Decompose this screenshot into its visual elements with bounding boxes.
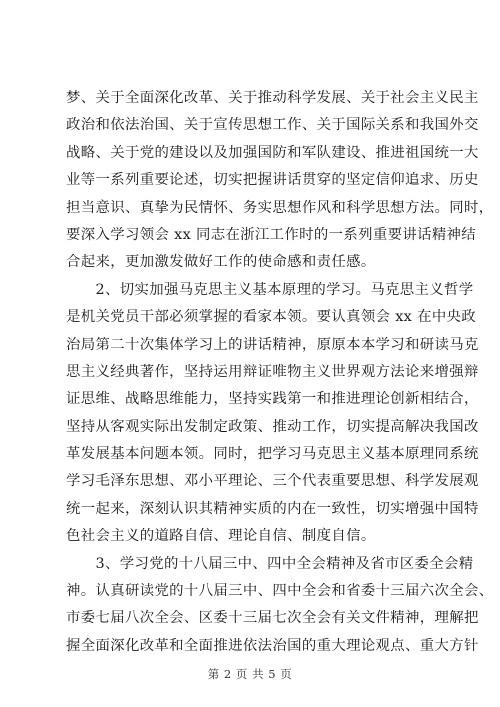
text-line: 握全面深化改革和全面推进依法治国的重大理论观点、重大方针 bbox=[66, 637, 479, 654]
text-line: 色社会主义的道路自信、理论自信、制度自信。 bbox=[66, 528, 376, 545]
page-number-footer: 第 2 页 共 5 页 bbox=[207, 667, 293, 681]
text-line: 要深入学习领会 xx 同志在浙江工作时的一系列重要讲话精神结 bbox=[66, 226, 477, 243]
text-line: 学习毛泽东思想、邓小平理论、三个代表重要思想、科学发展观 bbox=[66, 473, 479, 490]
text-line: 治局第二十次集体学习上的讲话精神，原原本本学习和研读马克 bbox=[66, 336, 479, 353]
text-line: 革发展基本问题本领。同时，把学习马克思主义基本原理同系统 bbox=[66, 446, 479, 463]
text-line: 统一起来，深刻认识其精神实质的内在一致性，切实增强中国特 bbox=[66, 500, 479, 517]
paragraph-start-line: 3、学习党的十八届三中、四中全会精神及省市区委全会精 bbox=[66, 555, 474, 572]
text-line: 是机关党员干部必须掌握的看家本领。要认真领会 xx 在中央政 bbox=[66, 309, 477, 326]
text-line: 坚持从客观实际出发制定政策、推动工作，切实提高解决我国改 bbox=[66, 418, 479, 435]
text-line: 政治和依法治国、关于宣传思想工作、关于国际关系和我国外交 bbox=[66, 117, 479, 134]
text-line: 担当意识、真挚为民情怀、务实思想作风和科学思想方法。同时， bbox=[66, 199, 494, 216]
text-line: 梦、关于全面深化改革、关于推动科学发展、关于社会主义民主 bbox=[66, 90, 479, 106]
text-line: 市委七届八次全会、区委十三届七次全会有关文件精神，理解把 bbox=[66, 610, 479, 627]
text-line: 战略、关于党的建设以及加强国防和军队建设、推进祖国统一大 bbox=[66, 144, 479, 161]
text-line: 证思维、战略思维能力，坚持实践第一和推进理论创新相结合， bbox=[66, 391, 479, 408]
text-line: 思主义经典著作，坚持运用辩证唯物主义世界观方法论来增强辩 bbox=[66, 363, 479, 380]
paragraph-start-line: 2、切实加强马克思主义基本原理的学习。马克思主义哲学 bbox=[66, 281, 474, 298]
text-line: 合起来，更加激发做好工作的使命感和责任感。 bbox=[66, 254, 376, 271]
document-body bbox=[66, 85, 494, 660]
text-line: 神。认真研读党的十八届三中、四中全会和省委十三届六次全会、 bbox=[66, 583, 494, 600]
text-line: 业等一系列重要论述，切实把握讲话贯穿的坚定信仰追求、历史 bbox=[66, 172, 479, 189]
